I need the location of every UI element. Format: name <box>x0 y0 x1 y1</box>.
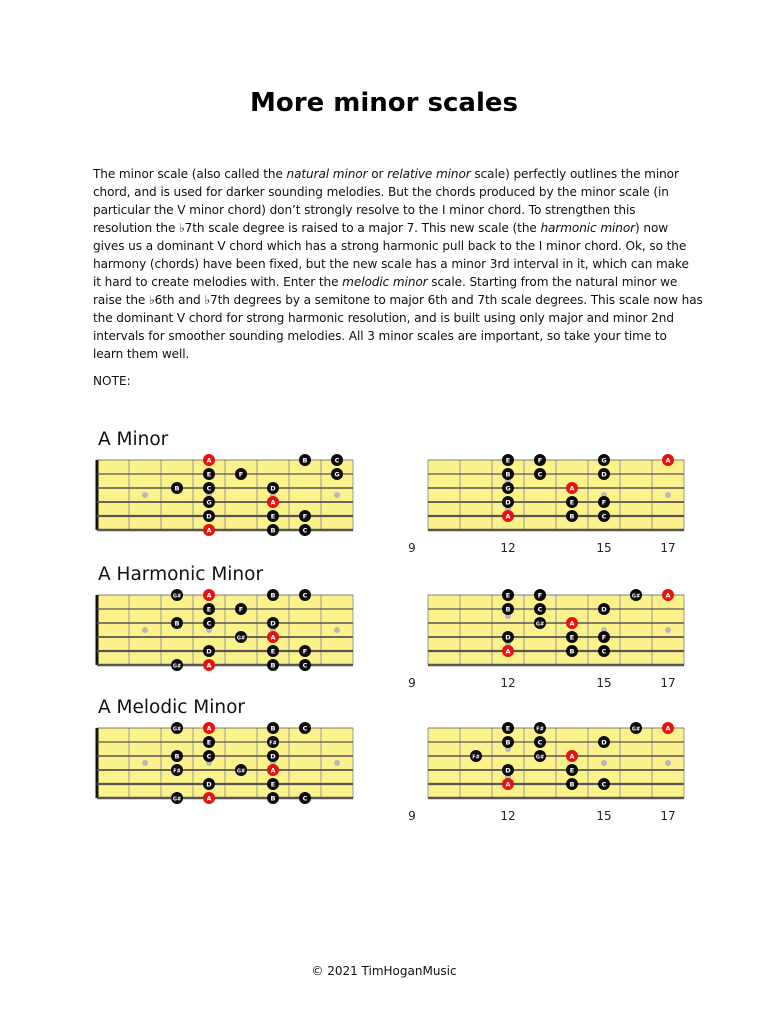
note-name: F <box>601 498 607 507</box>
text-run: gives us a dominant V chord which has a strong harmonic pull back to the I minor chord. Ok, so the <box>93 239 687 253</box>
note-name: B <box>174 619 180 628</box>
scale-note-marker <box>267 659 279 671</box>
note-name: B <box>270 591 276 600</box>
root-note-marker <box>203 792 215 804</box>
note-name: G# <box>535 621 545 628</box>
note-name: B <box>174 752 180 761</box>
scale-note-marker <box>566 764 578 776</box>
note-name: G <box>206 498 212 507</box>
text-run: learn them well. <box>93 347 190 361</box>
fret-number-label: 9 <box>408 809 416 823</box>
position-marker <box>665 492 671 498</box>
paragraph-line <box>93 273 678 291</box>
scale-note-marker <box>299 454 311 466</box>
note-name: B <box>569 647 575 656</box>
note-name: B <box>505 470 511 479</box>
scale-note-marker <box>203 482 215 494</box>
text-run: particular the V minor chord) don’t strongly resolve to the I minor chord. To strengthen this <box>93 203 636 217</box>
fret-number-label: 9 <box>408 676 416 690</box>
note-name: A <box>206 724 212 733</box>
note-name: D <box>206 512 212 521</box>
scale-note-marker <box>566 510 578 522</box>
note-name: F# <box>472 754 480 761</box>
paragraph-line <box>93 309 673 327</box>
text-run: the dominant V chord for strong harmonic resolution, and is built using only major and minor 2nd <box>93 311 674 325</box>
scale-note-marker <box>502 468 514 480</box>
scale-note-marker <box>502 603 514 615</box>
scale-note-marker <box>534 617 546 629</box>
scale-note-marker <box>566 631 578 643</box>
note-name: C <box>302 724 308 733</box>
root-note-marker <box>502 778 514 790</box>
root-note-marker <box>502 510 514 522</box>
text-run: harmony (chords) have been fixed, but the new scale has a minor 3rd interval in it, which can make <box>93 257 689 271</box>
note-name: C <box>537 738 543 747</box>
scale-note-marker <box>502 631 514 643</box>
scale-note-marker <box>203 750 215 762</box>
note-name: C <box>601 780 607 789</box>
note-name: A <box>665 724 671 733</box>
text-run: The minor scale (also called the <box>93 167 287 181</box>
scale-note-marker <box>171 482 183 494</box>
note-name: A <box>206 794 212 803</box>
scale-note-marker <box>598 645 610 657</box>
scale-note-marker <box>502 482 514 494</box>
root-note-marker <box>502 645 514 657</box>
fret-number-label: 12 <box>500 676 516 690</box>
scale-note-marker <box>299 510 311 522</box>
scale-note-marker <box>235 468 247 480</box>
note-name: D <box>206 780 212 789</box>
position-marker <box>334 627 340 633</box>
paragraph-line <box>93 345 673 363</box>
note-name: E <box>569 633 575 642</box>
scale-note-marker <box>598 454 610 466</box>
note-name: G# <box>172 726 182 733</box>
scale-note-marker <box>203 496 215 508</box>
note-label: NOTE: <box>93 374 131 388</box>
section-label-a-harmonic-minor: A Harmonic Minor <box>98 564 264 585</box>
scale-note-marker <box>235 764 247 776</box>
paragraph-line <box>93 291 703 309</box>
note-name: A <box>206 526 212 535</box>
note-name: G# <box>172 593 182 600</box>
note-name: F# <box>269 740 277 747</box>
scale-note-marker <box>598 510 610 522</box>
text-run: or <box>367 167 388 181</box>
section-label-a-minor: A Minor <box>98 429 169 450</box>
scale-note-marker <box>534 722 546 734</box>
note-name: G <box>334 470 340 479</box>
note-name: E <box>206 738 212 747</box>
root-note-marker <box>566 617 578 629</box>
note-name: E <box>569 766 575 775</box>
scale-note-marker <box>502 496 514 508</box>
note-name: G# <box>172 663 182 670</box>
note-name: G# <box>172 796 182 803</box>
note-name: D <box>601 738 607 747</box>
scale-note-marker <box>502 736 514 748</box>
scale-note-marker <box>502 454 514 466</box>
paragraph-line <box>93 219 673 237</box>
note-name: C <box>601 647 607 656</box>
paragraph-line <box>93 327 673 345</box>
scale-note-marker <box>203 778 215 790</box>
note-name: B <box>569 512 575 521</box>
note-name: D <box>505 633 511 642</box>
scale-note-marker <box>630 589 642 601</box>
paragraph-line <box>93 165 679 183</box>
note-name: C <box>302 661 308 670</box>
note-name: E <box>569 498 575 507</box>
section-label-a-melodic-minor: A Melodic Minor <box>98 697 246 718</box>
note-name: B <box>505 738 511 747</box>
root-note-marker <box>566 750 578 762</box>
note-name: F# <box>536 726 544 733</box>
scale-note-marker <box>598 631 610 643</box>
note-name: A <box>206 591 212 600</box>
scale-note-marker <box>534 603 546 615</box>
fretboard-a-melodic-minor-left <box>97 725 353 807</box>
note-name: G <box>601 456 607 465</box>
note-name: F <box>537 591 543 600</box>
text-run: scale) perfectly outlines the minor <box>470 167 679 181</box>
fretboard-a-minor-right <box>428 457 684 539</box>
note-name: D <box>601 470 607 479</box>
note-name: A <box>206 456 212 465</box>
scale-note-marker <box>470 750 482 762</box>
root-note-marker <box>203 524 215 536</box>
fret-number-label: 15 <box>596 676 612 690</box>
note-name: C <box>537 605 543 614</box>
root-note-marker <box>203 659 215 671</box>
root-note-marker <box>203 589 215 601</box>
note-name: F <box>302 647 308 656</box>
position-marker <box>142 627 148 633</box>
note-name: G <box>505 484 511 493</box>
scale-note-marker <box>502 764 514 776</box>
scale-note-marker <box>566 645 578 657</box>
root-note-marker <box>662 589 674 601</box>
note-name: F <box>238 605 244 614</box>
scale-note-marker <box>534 468 546 480</box>
fret-number-label: 17 <box>660 809 676 823</box>
scale-note-marker <box>235 631 247 643</box>
fret-number-label: 17 <box>660 541 676 555</box>
note-name: C <box>206 752 212 761</box>
paragraph-line <box>93 183 673 201</box>
root-note-marker <box>267 496 279 508</box>
scale-note-marker <box>598 468 610 480</box>
note-name: B <box>270 794 276 803</box>
note-name: B <box>270 661 276 670</box>
position-marker <box>665 760 671 766</box>
fretboard-a-melodic-minor-right <box>428 725 684 807</box>
scale-note-marker <box>267 736 279 748</box>
fret-number-label: 12 <box>500 541 516 555</box>
scale-note-marker <box>598 736 610 748</box>
fretboard-a-minor-left <box>97 457 353 539</box>
fret-number-label: 15 <box>596 809 612 823</box>
note-name: D <box>601 605 607 614</box>
note-name: A <box>665 456 671 465</box>
position-marker <box>334 760 340 766</box>
note-name: B <box>569 780 575 789</box>
scale-note-marker <box>566 778 578 790</box>
scale-note-marker <box>267 589 279 601</box>
scale-note-marker <box>171 617 183 629</box>
note-name: E <box>270 780 276 789</box>
note-name: D <box>206 647 212 656</box>
note-name: D <box>505 498 511 507</box>
scale-note-marker <box>299 524 311 536</box>
text-run: raise the ♭6th and ♭7th degrees by a semitone to major 6th and 7th scale degrees. This scale now has <box>93 293 703 307</box>
note-name: A <box>270 498 276 507</box>
scale-note-marker <box>171 750 183 762</box>
note-name: C <box>601 512 607 521</box>
note-name: C <box>302 526 308 535</box>
note-name: C <box>206 619 212 628</box>
scale-note-marker <box>203 736 215 748</box>
scale-note-marker <box>171 764 183 776</box>
scale-note-marker <box>171 722 183 734</box>
text-run: intervals for smoother sounding melodies. All 3 minor scales are important, so take your time to <box>93 329 667 343</box>
position-marker <box>142 760 148 766</box>
scale-note-marker <box>203 617 215 629</box>
italic-term: natural minor <box>286 167 368 181</box>
scale-note-marker <box>502 722 514 734</box>
scale-note-marker <box>331 454 343 466</box>
position-marker <box>142 492 148 498</box>
scale-note-marker <box>299 792 311 804</box>
note-name: F# <box>173 768 181 775</box>
scale-note-marker <box>267 510 279 522</box>
scale-note-marker <box>171 659 183 671</box>
scale-note-marker <box>267 482 279 494</box>
fret-number-label: 17 <box>660 676 676 690</box>
note-name: D <box>270 752 276 761</box>
note-name: D <box>505 766 511 775</box>
note-name: A <box>505 780 511 789</box>
note-name: D <box>270 619 276 628</box>
paragraph-line <box>93 237 687 255</box>
note-name: G# <box>236 635 246 642</box>
note-name: G# <box>631 726 641 733</box>
position-marker <box>601 760 607 766</box>
scale-note-marker <box>203 645 215 657</box>
note-name: A <box>569 619 575 628</box>
scale-note-marker <box>299 659 311 671</box>
note-name: A <box>206 661 212 670</box>
note-name: G# <box>535 754 545 761</box>
scale-note-marker <box>267 778 279 790</box>
fret-number-label: 15 <box>596 541 612 555</box>
scale-note-marker <box>566 496 578 508</box>
root-note-marker <box>267 631 279 643</box>
note-name: B <box>302 456 308 465</box>
note-name: E <box>505 724 511 733</box>
note-name: C <box>302 794 308 803</box>
paragraph-line <box>93 255 689 273</box>
fret-number-label: 12 <box>500 809 516 823</box>
scale-note-marker <box>534 736 546 748</box>
scale-note-marker <box>598 603 610 615</box>
note-name: E <box>270 647 276 656</box>
root-note-marker <box>203 722 215 734</box>
root-note-marker <box>267 764 279 776</box>
fret-number-label: 9 <box>408 541 416 555</box>
note-name: E <box>505 456 511 465</box>
note-name: D <box>270 484 276 493</box>
scale-note-marker <box>502 589 514 601</box>
text-run: scale. Starting from the natural minor we <box>427 275 678 289</box>
scale-note-marker <box>598 496 610 508</box>
root-note-marker <box>662 454 674 466</box>
scale-note-marker <box>267 750 279 762</box>
text-run: ) now <box>635 221 669 235</box>
italic-term: relative minor <box>387 167 471 181</box>
position-marker <box>665 627 671 633</box>
note-name: A <box>665 591 671 600</box>
fretboard-a-harmonic-minor-left <box>97 592 353 674</box>
scale-note-marker <box>171 589 183 601</box>
scale-note-marker <box>267 792 279 804</box>
note-name: G# <box>631 593 641 600</box>
note-name: C <box>334 456 340 465</box>
scale-note-marker <box>203 468 215 480</box>
note-name: B <box>270 724 276 733</box>
fretboard-a-harmonic-minor-right <box>428 592 684 674</box>
note-name: B <box>174 484 180 493</box>
note-name: A <box>270 633 276 642</box>
note-name: C <box>537 470 543 479</box>
text-run: resolution the ♭7th scale degree is raised to a major 7. This new scale (the <box>93 221 541 235</box>
note-name: B <box>270 526 276 535</box>
note-name: A <box>569 484 575 493</box>
note-name: F <box>601 633 607 642</box>
footer-copyright: © 2021 TimHoganMusic <box>311 964 457 978</box>
note-name: F <box>238 470 244 479</box>
note-name: A <box>505 647 511 656</box>
root-note-marker <box>566 482 578 494</box>
scale-note-marker <box>534 750 546 762</box>
scale-note-marker <box>235 603 247 615</box>
scale-note-marker <box>630 722 642 734</box>
root-note-marker <box>203 454 215 466</box>
scale-note-marker <box>534 589 546 601</box>
note-name: A <box>569 752 575 761</box>
scale-note-marker <box>299 645 311 657</box>
intro-paragraph <box>93 165 703 363</box>
scale-note-marker <box>171 792 183 804</box>
note-name: F <box>302 512 308 521</box>
page-title: More minor scales <box>250 88 518 118</box>
scale-note-marker <box>267 524 279 536</box>
scale-note-marker <box>534 454 546 466</box>
note-name: C <box>206 484 212 493</box>
text-run: it hard to create melodies with. Enter the <box>93 275 343 289</box>
note-name: C <box>302 591 308 600</box>
note-name: E <box>206 470 212 479</box>
note-name: E <box>206 605 212 614</box>
scale-note-marker <box>203 603 215 615</box>
note-name: A <box>270 766 276 775</box>
scale-note-marker <box>267 722 279 734</box>
italic-term: melodic minor <box>342 275 428 289</box>
note-name: E <box>505 591 511 600</box>
scale-note-marker <box>203 510 215 522</box>
paragraph-line <box>93 201 673 219</box>
note-name: B <box>505 605 511 614</box>
scale-note-marker <box>299 589 311 601</box>
note-name: A <box>505 512 511 521</box>
text-run: chord, and is used for darker sounding melodies. But the chords produced by the minor scale (in <box>93 185 669 199</box>
root-note-marker <box>662 722 674 734</box>
scale-note-marker <box>267 617 279 629</box>
note-name: G# <box>236 768 246 775</box>
note-name: E <box>270 512 276 521</box>
scale-note-marker <box>598 778 610 790</box>
position-marker <box>334 492 340 498</box>
note-name: F <box>537 456 543 465</box>
scale-note-marker <box>267 645 279 657</box>
italic-term: harmonic minor <box>540 221 636 235</box>
scale-note-marker <box>331 468 343 480</box>
scale-note-marker <box>299 722 311 734</box>
